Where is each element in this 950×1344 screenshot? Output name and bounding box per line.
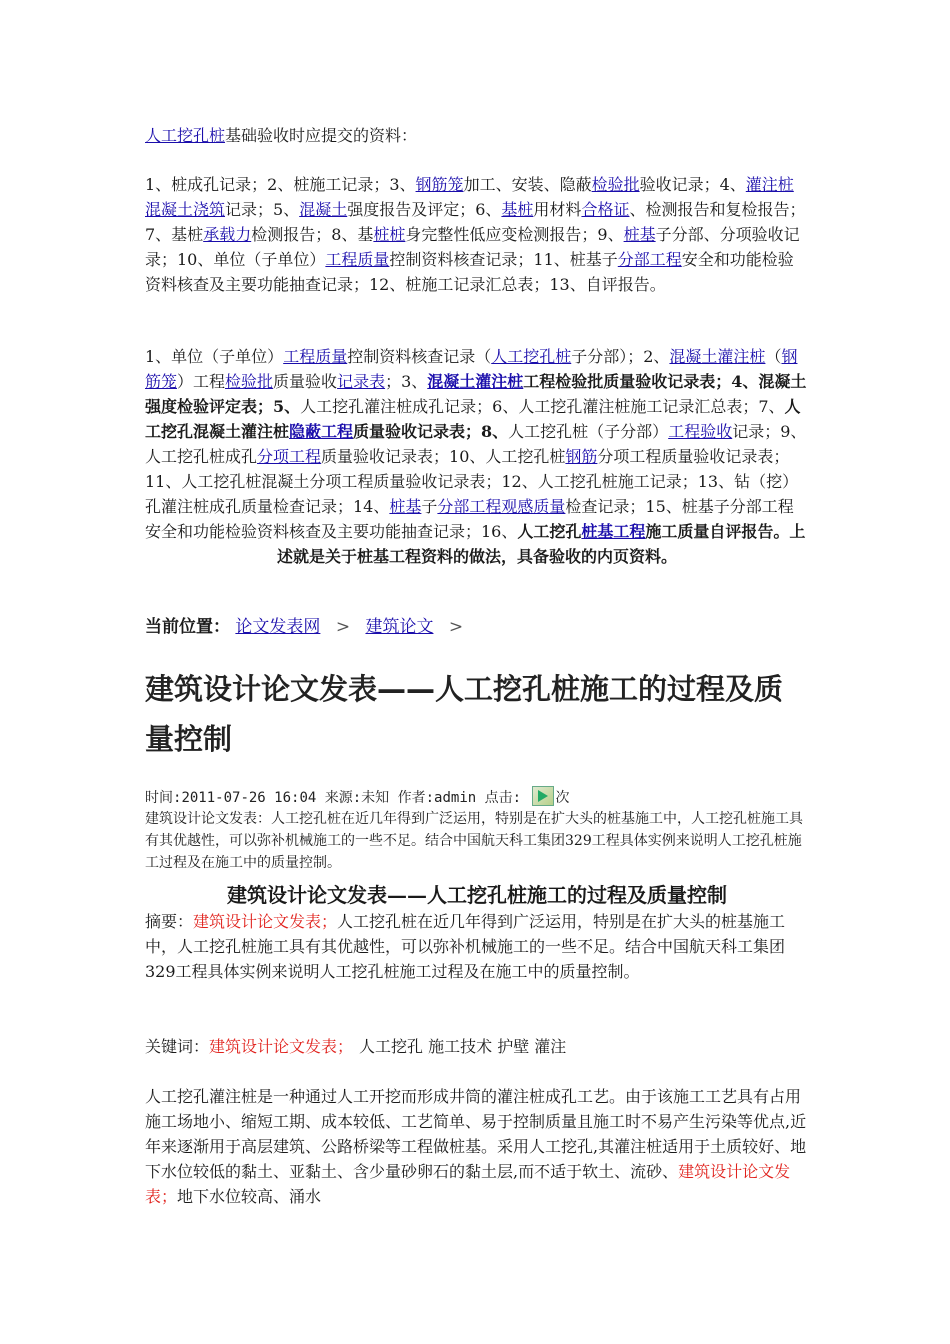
text-run: 子分部、分项验收记录；10、单位（子单位） — [145, 225, 800, 269]
text-run: 质量验收 — [273, 372, 338, 391]
abstract-tag: 建筑设计论文发表； — [193, 912, 338, 931]
inline-link[interactable]: 记录表 — [337, 372, 386, 391]
article-keywords — [145, 1034, 566, 1060]
article-summary: 建筑设计论文发表：人工挖孔桩在近几年得到广泛运用，特别是在扩大头的桩基施工中，人工挖孔桩施工具有其优越性，可以弥补机械施工的一些不足。结合中国航天科工集团329工程具体实例来说明人工挖孔桩施工过程及在施工中的质量控制。 — [145, 811, 803, 871]
text-run: 验收记录；4、 — [639, 175, 746, 194]
bold-text-run: 人工挖孔混凝土灌注桩 — [145, 397, 801, 441]
text-run: 强度报告及评定；6、 — [347, 200, 502, 219]
inline-link[interactable]: 灌注桩混凝土浇筑 — [145, 175, 794, 219]
inline-link[interactable]: 工程质量 — [325, 250, 390, 269]
text-run: 控制资料核查记录（ — [347, 347, 492, 366]
inline-link[interactable]: 钢筋 — [565, 447, 598, 466]
keywords-tag: 建筑设计论文发表； — [209, 1037, 354, 1056]
breadcrumb — [145, 614, 473, 640]
text-run: 安全和功能检验资料核查及主要功能抽查记录；12、桩施工记录汇总表；13、自评报告。 — [145, 250, 794, 294]
text-run: ）工程 — [177, 372, 226, 391]
text-run: 1、桩成孔记录；2、桩施工记录；3、 — [145, 175, 416, 194]
article-title: 建筑设计论文发表——人工挖孔桩施工的过程及质量控制 — [145, 672, 784, 756]
inline-link[interactable]: 桩基 — [623, 225, 656, 244]
breadcrumb-label: 当前位置： — [145, 617, 230, 637]
keywords-text: 人工挖孔 施工技术 护壁 灌注 — [359, 1037, 567, 1056]
inline-link[interactable]: 检验批 — [225, 372, 274, 391]
meta-source-label: 来源: — [324, 790, 362, 806]
text-run: 1、单位（子单位） — [145, 347, 284, 366]
text-run: 子 — [421, 497, 438, 516]
text-run: 记录；5、 — [225, 200, 300, 219]
article-body-paragraph — [145, 1084, 809, 1209]
meta-time: 2011-07-26 16:04 — [181, 790, 317, 806]
breadcrumb-link-home[interactable]: 论文发表网 — [235, 617, 321, 637]
text-run: 质量验收记录表；10、人工挖孔桩 — [321, 447, 566, 466]
meta-time-label: 时间: — [145, 790, 182, 806]
text-run: 身完整性低应变检测报告；9、 — [405, 225, 624, 244]
article-abstract — [145, 909, 809, 984]
text-run: 人工挖孔桩（子分部） — [508, 422, 669, 441]
text-run: 分项工程质量验收记录表；11、人工挖孔桩混凝土分项工程质量验收记录表；12、人工挖孔桩施工记录；13、钻（挖）孔灌注桩成孔质量检查记录；14、 — [145, 447, 799, 516]
inline-link-bold[interactable]: 混凝土灌注桩 — [427, 372, 524, 391]
breadcrumb-link-category[interactable]: 建筑论文 — [365, 617, 434, 637]
intro-line — [145, 124, 417, 148]
body-tag: 建筑设计论文发表； — [145, 1162, 791, 1206]
abstract-text: 人工挖孔桩在近几年得到广泛运用，特别是在扩大头的桩基施工中，人工挖孔桩施工具有其优越性，可以弥补机械施工的一些不足。结合中国航天科工集团329工程具体实例来说明人工挖孔桩施工过程及在施工中的质量控制。 — [145, 912, 786, 981]
inline-link[interactable]: 检验批 — [591, 175, 640, 194]
inline-link[interactable]: 桩基 — [389, 497, 422, 516]
inline-link[interactable]: 钢筋笼 — [145, 347, 798, 391]
bold-text-run: 人工挖孔 — [517, 522, 582, 541]
meta-author: admin — [434, 790, 477, 806]
article-subtitle: 建筑设计论文发表——人工挖孔桩施工的过程及质量控制 — [227, 883, 727, 907]
inline-link[interactable]: 承载力 — [203, 225, 252, 244]
intro-link[interactable]: 人工挖孔桩 — [145, 126, 226, 145]
breadcrumb-separator: > — [448, 617, 464, 637]
document-list-2-body — [145, 344, 809, 544]
body-text-1: 人工挖孔灌注桩是一种通过人工开挖而形成井筒的灌注桩成孔工艺。由于该施工工艺具有占用施工场地小、缩短工期、成本较低、工艺简单、易于控制质量且施工时不易产生污染等优点,近年来逐渐用于高层建筑、公路桥梁等工程做桩基。采用人工挖孔,其灌注桩适用于土质较好、地下水位较低的黏土、亚黏土、含少量砂卵石的黏土层,而不适于软土、流砂、 — [145, 1087, 807, 1181]
inline-link[interactable]: 桩桩 — [373, 225, 406, 244]
document-list-2 — [145, 344, 809, 569]
inline-link[interactable]: 分部工程 — [617, 250, 682, 269]
inline-link[interactable]: 分部工程观感质量 — [437, 497, 566, 516]
inline-link[interactable]: 基桩 — [501, 200, 534, 219]
keywords-label: 关键词： — [145, 1037, 210, 1056]
bold-text-run: 质量验收记录表；8、 — [353, 422, 509, 441]
inline-link[interactable]: 人工挖孔桩 — [491, 347, 572, 366]
abstract-label: 摘要： — [145, 912, 194, 931]
inline-link[interactable]: 钢筋笼 — [415, 175, 464, 194]
article-meta — [145, 786, 570, 808]
inline-link[interactable]: 分项工程 — [257, 447, 322, 466]
inline-link[interactable]: 工程质量 — [283, 347, 348, 366]
inline-link[interactable]: 混凝土 — [299, 200, 348, 219]
text-run: 用材料 — [533, 200, 582, 219]
breadcrumb-separator: > — [335, 617, 351, 637]
meta-author-label: 作者: — [397, 790, 435, 806]
text-run: 、检测报告和复检报告；7、基桩 — [145, 200, 806, 244]
text-run: ；3、 — [385, 372, 428, 391]
inline-link[interactable]: 工程验收 — [668, 422, 733, 441]
meta-hits-label: 点击: — [484, 790, 522, 806]
text-run: 加工、安装、隐蔽 — [463, 175, 592, 194]
bold-text-run: 施工质量自评报告。上 — [645, 522, 806, 541]
text-run: 控制资料核查记录；11、桩基子 — [389, 250, 618, 269]
hit-counter-icon — [532, 786, 554, 806]
bold-text-run: 工程检验批质量验收记录表；4、混凝土强度检验评定表；5、 — [145, 372, 807, 416]
text-run: 检查记录；15、桩基子分部工程安全和功能检验资料核查及主要功能抽查记录；16、 — [145, 497, 794, 541]
text-run: 子分部）；2、 — [571, 347, 670, 366]
body-text-2: 地下水位较高、涌水 — [177, 1187, 322, 1206]
inline-link[interactable]: 混凝土灌注桩 — [669, 347, 766, 366]
inline-link-bold[interactable]: 隐蔽工程 — [289, 422, 354, 441]
text-run: 检测报告；8、基 — [251, 225, 374, 244]
inline-link-bold[interactable]: 桩基工程 — [581, 522, 646, 541]
intro-text: 基础验收时应提交的资料： — [225, 126, 418, 145]
document-list-1 — [145, 172, 809, 297]
text-run: 人工挖孔灌注桩成孔记录；6、人工挖孔灌注桩施工记录汇总表；7、 — [300, 397, 785, 416]
meta-hits-unit: 次 — [555, 790, 570, 806]
inline-link[interactable]: 合格证 — [581, 200, 630, 219]
text-run: 记录；9、人工挖孔桩成孔 — [145, 422, 807, 466]
document-list-2-last: 述就是关于桩基工程资料的做法，具备验收的内页资料。 — [276, 547, 677, 566]
meta-source: 未知 — [361, 790, 390, 806]
text-run: （ — [765, 347, 782, 366]
